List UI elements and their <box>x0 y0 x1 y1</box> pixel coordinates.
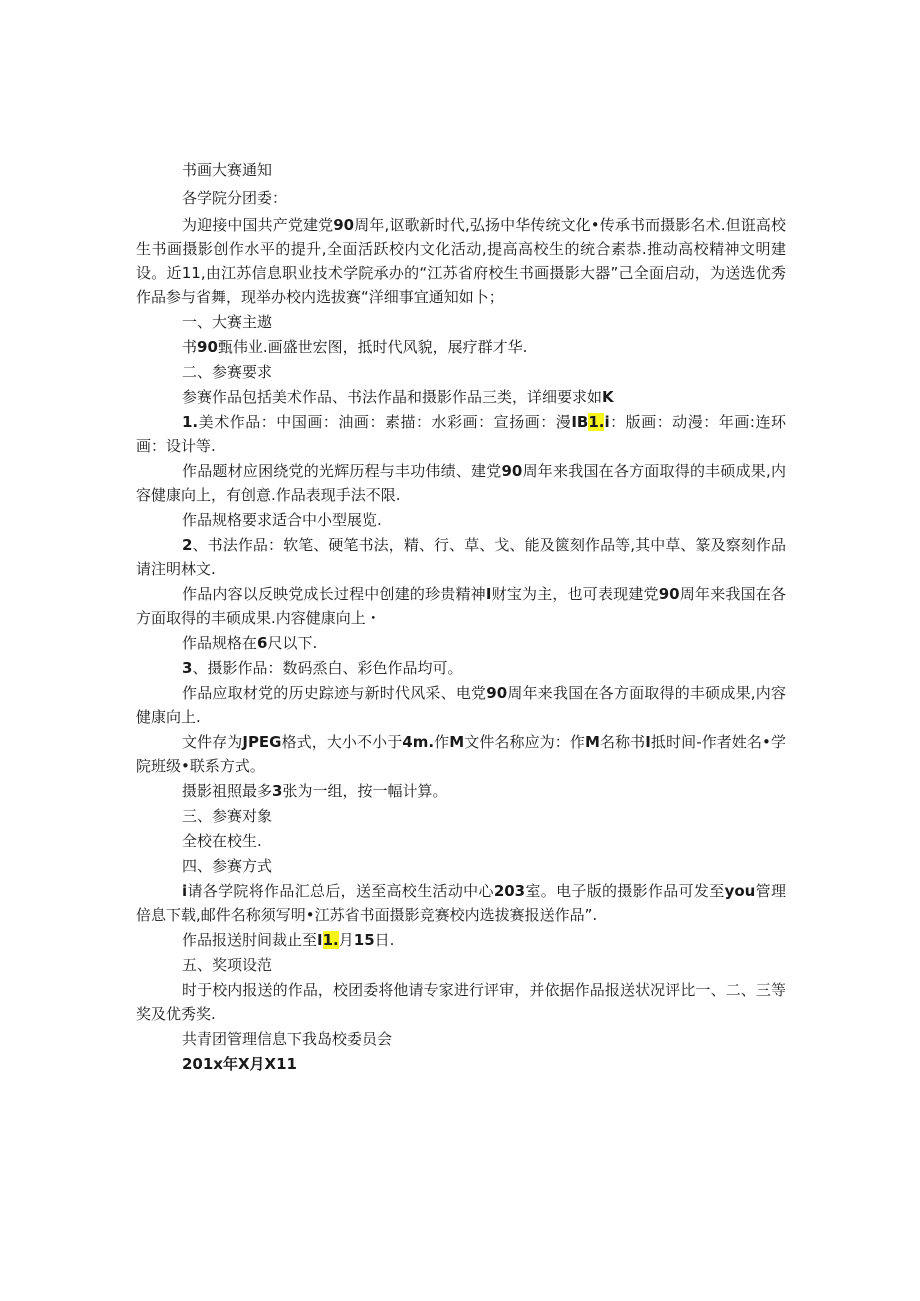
calligraphy-content-paragraph: 作品内容以反映党成长过程中创建的珍贵精神I财宝为主，也可表现建党90周年来我国在各方面取得的丰硕成果.内容健康向上・ <box>136 585 786 627</box>
notice-document <box>136 158 786 1077</box>
participants-paragraph: 全校在校生. <box>182 832 262 850</box>
signature: 共青团管理信息下我岛校委员会 <box>182 1030 393 1048</box>
art-subject-paragraph: 作品题材应困绕党的光辉历程与丰功伟绩、建党90周年来我国在各方面取得的丰硕成果,内容健康向上，有创意.作品表现手法不限. <box>136 462 786 504</box>
section-heading-theme: 一、大赛主遨 <box>182 313 273 331</box>
method-paragraph: i请各学院将作品汇总后，送至高校生活动中心203室。电子版的摄影作品可发至you管理倍息下载,邮件名称须写明•江苏省书面摄影竞赛校内选拔赛报送作品”. <box>136 882 786 924</box>
section-heading-participants: 三、参赛对象 <box>182 807 273 825</box>
awards-paragraph: 时于校内报送的作品，校团委将他请专家进行评审，并依据作品报送状况评比一、二、三等奖及优秀奖. <box>136 981 786 1023</box>
notice-title: 书画大赛通知 <box>182 161 273 179</box>
date-line: 201x年X月X11 <box>182 1055 297 1073</box>
art-works-paragraph: 1.美术作品：中国画：油画：素描：水彩画：宣扬画：漫IB1.i：版画：动漫：年画:连环画：设计等. <box>136 413 786 455</box>
section-heading-requirements: 二、参赛要求 <box>182 363 273 381</box>
section-heading-method: 四、参赛方式 <box>182 857 273 875</box>
calligraphy-paragraph: 2、书法作品：软笔、硬笔书法，精、行、草、戈、能及篋刻作品等,其中草、篆及察刻作品请注明林文. <box>136 536 786 578</box>
photo-file-paragraph: 文件存为JPEG格式，大小不小于4m.作M文件名称应为：作M名称书I抵时间-作者姓名•学院班级•联系方式。 <box>136 733 786 775</box>
theme-paragraph: 书90甄伟业.画盛世宏图，抵时代风貌，展疗群才华. <box>182 338 528 356</box>
deadline-paragraph: 作品报送肘间裁止至I1.月15日. <box>182 931 395 949</box>
requirements-intro: 参赛作品包括美术作品、书法作晶和摄影作品三类，详细要求如K <box>182 388 614 406</box>
photo-group-paragraph: 摄影祖照最多3张为一组，按一幅计算。 <box>182 782 448 800</box>
highlight-mark: 1. <box>588 413 605 431</box>
calligraphy-size-paragraph: 作品规格在6尺以下. <box>182 634 318 652</box>
photo-subject-paragraph: 作品应取材党的历史踪迹与新时代风采、电党90周年来我国在各方面取得的丰硕成果,内容健康向上. <box>136 684 786 726</box>
section-heading-awards: 五、奖项设范 <box>182 956 273 974</box>
salutation: 各学院分团委： <box>182 189 288 207</box>
highlight-mark-deadline: 1. <box>322 931 339 949</box>
intro-paragraph: 为迎接中国共产党建党90周年,讴歌新时代,弘扬中华传统文化•传承书而摄影名术.但诳高校生书画摄影创作水平的提升,全面活跃校内文化活动,提高高校生的统合素恭.推动高校精神文明建设。近11,由江苏信息职业技术学院承办的“江苏省府校生书画摄影大器”己全面启动，为送选优秀作品参与省舞，现举办校内选拔赛“洋细事宜通知如卜； <box>136 216 786 306</box>
photo-paragraph: 3、摄影作品：数码烝白、彩色作品均可。 <box>182 659 463 677</box>
art-size-paragraph: 作品规格要求适合中小型展览. <box>182 511 382 529</box>
